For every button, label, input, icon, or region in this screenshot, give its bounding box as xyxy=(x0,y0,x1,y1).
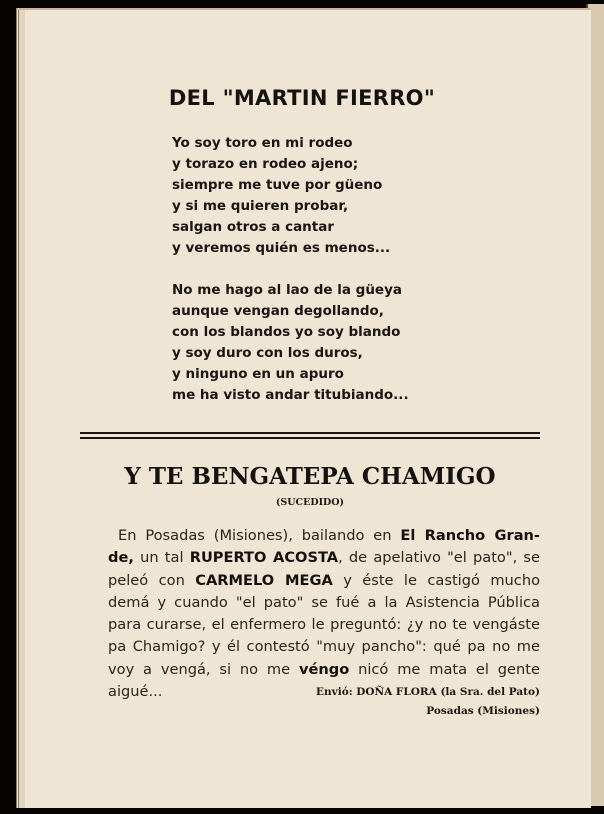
text: para curarse, el enfermero le preguntó: ¿y no te vengáste xyxy=(108,616,540,634)
verse-line: aunque vengan degollando, xyxy=(172,303,384,319)
text: , de apelativo "el pato", se xyxy=(338,549,540,567)
text: un tal xyxy=(133,549,190,567)
bold-text: de, xyxy=(108,549,134,567)
paragraph-line xyxy=(108,525,540,547)
text: voy a vengá, si no me xyxy=(108,660,299,678)
verse-line: salgan otros a cantar xyxy=(172,219,335,235)
bold-text: CARMELO MEGA xyxy=(195,571,333,589)
verse-line: siempre me tuve por güeno xyxy=(172,177,383,193)
paragraph-line xyxy=(108,614,540,636)
divider-rule-bottom xyxy=(80,437,540,439)
verse-line: y si me quieren probar, xyxy=(172,198,349,214)
text: pa Chamigo? y él contestó "muy pancho": qué pa no me xyxy=(108,638,540,656)
paragraph-line xyxy=(108,547,540,569)
verse-line: Yo soy toro en mi rodeo xyxy=(172,135,353,151)
bold-text: véngo xyxy=(298,660,350,678)
verse-line: y torazo en rodeo ajeno; xyxy=(172,156,359,172)
paragraph-line xyxy=(108,592,540,614)
text: demá y cuando "el pato" se fué a la Asistencia Pública xyxy=(108,593,540,611)
paragraph-line xyxy=(108,636,540,658)
text: nicó me mata el gente xyxy=(349,660,540,678)
credit-location: Posadas (Misiones) xyxy=(426,705,540,717)
bold-text: El Rancho Gran- xyxy=(400,527,540,544)
text: En Posadas (Misiones), bailando en xyxy=(118,527,401,544)
poem-title: DEL "MARTIN FIERRO" xyxy=(168,86,436,110)
poem-stanza-2 xyxy=(172,280,409,406)
paragraph-line xyxy=(108,570,540,592)
credit-sender: Envió: DOÑA FLORA (la Sra. del Pato) xyxy=(316,686,540,698)
poem-stanza-1 xyxy=(172,133,390,259)
verse-line: me ha visto andar titubiando... xyxy=(172,387,409,403)
divider-rule-top xyxy=(80,432,540,434)
story-subtitle: (SUCEDIDO) xyxy=(275,497,345,508)
text: peleó con xyxy=(108,571,196,589)
text: aigué... xyxy=(108,683,163,701)
bold-text: RUPERTO ACOSTA xyxy=(189,549,339,567)
verse-line: y veremos quién es menos... xyxy=(172,240,391,256)
verse-line: y ninguno en un apuro xyxy=(172,366,344,382)
story-paragraph xyxy=(108,525,540,703)
verse-line: No me hago al lao de la güeya xyxy=(172,282,403,298)
story-title: Y TE BENGATEPA CHAMIGO xyxy=(124,463,496,490)
verse-line: con los blandos yo soy blando xyxy=(172,324,401,340)
paragraph-line xyxy=(108,659,540,681)
text: y éste le castigó mucho xyxy=(332,571,541,589)
verse-line: y soy duro con los duros, xyxy=(172,345,363,361)
